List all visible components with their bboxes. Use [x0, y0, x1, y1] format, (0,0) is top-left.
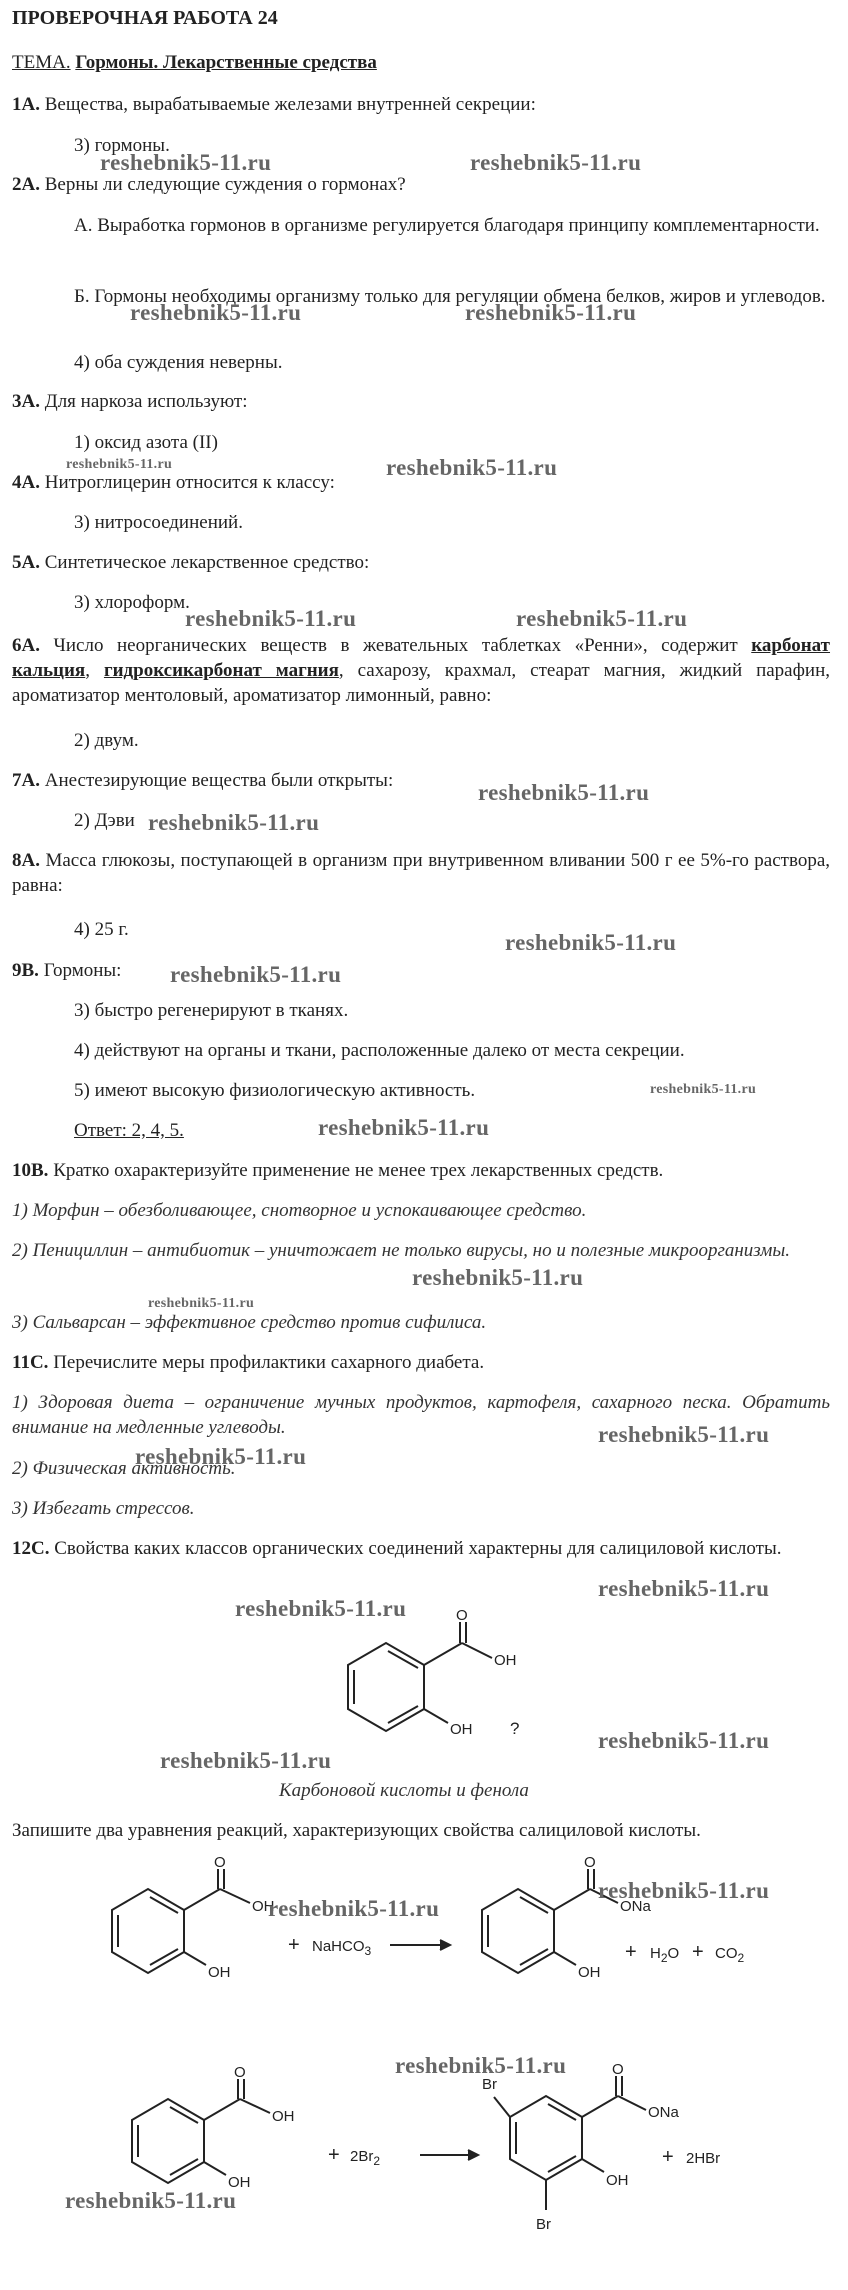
- plus-sign: +: [288, 1934, 300, 1956]
- question-12: 12С. Свойства каких классов органических соединений характерны для салициловой кислоты.: [12, 1538, 782, 1559]
- watermark: reshebnik5-11.ru: [505, 930, 677, 955]
- answer-4: 3) нитросоединений.: [74, 512, 243, 533]
- hbr-formula: 2HBr: [686, 2150, 721, 2167]
- answer-11-3: 3) Избегать стрессов.: [12, 1498, 195, 1519]
- watermark: reshebnik5-11.ru: [235, 1596, 407, 1621]
- watermark: reshebnik5-11.ru: [65, 2188, 237, 2213]
- question-9: 9В. Гормоны:: [12, 960, 122, 981]
- question-11: 11С. Перечислите меры профилактики сахарного диабета.: [12, 1352, 485, 1373]
- question-3: 3А. Для наркоза используют:: [12, 391, 248, 412]
- watermark: reshebnik5-11.ru: [170, 962, 342, 987]
- hydroxyl-label: OH: [578, 1964, 601, 1981]
- watermark: reshebnik5-11.ru: [185, 606, 357, 631]
- question-1: 1А. Вещества, вырабатываемые железами внутренней секреции:: [12, 94, 536, 115]
- hydroxyl-label: OH: [228, 2174, 251, 2191]
- question-6: 6А. Число неорганических веществ в жевательных таблетках «Ренни», содержит карбонат кальция, гидроксикарбонат магния, сахарозу, крахмал, стеарат магния, жидкий парафин, ароматизатор ментоловый, ароматизатор лимонный, равно:: [12, 635, 831, 706]
- watermark: reshebnik5-11.ru: [465, 300, 637, 325]
- hydroxyl-label: OH: [252, 1898, 275, 1915]
- question-7: 7А. Анестезирующие вещества были открыты:: [12, 770, 394, 791]
- watermark: reshebnik5-11.ru: [598, 1576, 770, 1601]
- plus-sign: +: [625, 1941, 637, 1963]
- water-formula: $H_2O$: [650, 1945, 680, 1965]
- bromine-formula: $2Br_2$: [350, 2148, 381, 2168]
- oxygen-label: O: [612, 2061, 624, 2078]
- answer-11-2: 2) Физическая активность.: [12, 1458, 236, 1479]
- option-9-5: 5) имеют высокую физиологическую активность.: [74, 1080, 476, 1101]
- nahco3-formula: NaHCO$_3$: [312, 1938, 372, 1958]
- answer-10-2: 2) Пенициллин – антибиотик – уничтожает не только вирусы, но и полезные микроорганизмы.: [12, 1240, 790, 1261]
- watermark: reshebnik5-11.ru: [412, 1265, 584, 1290]
- question-5: 5А. Синтетическое лекарственное средство:: [12, 552, 370, 573]
- watermark: reshebnik5-11.ru: [268, 1896, 440, 1921]
- equations-task: Запишите два уравнения реакций, характеризующих свойства салициловой кислоты.: [12, 1820, 701, 1841]
- watermark: reshebnik5-11.ru: [470, 150, 642, 175]
- watermark: reshebnik5-11.ru: [130, 300, 302, 325]
- oxygen-label: O: [234, 2064, 246, 2081]
- watermark: reshebnik5-11.ru: [148, 810, 320, 835]
- hydroxyl-label: OH: [208, 1964, 231, 1981]
- statement-a: А. Выработка гормонов в организме регулируется благодаря принципу комплементарности.: [74, 215, 820, 236]
- question-2: 2А. Верны ли следующие суждения о гормонах?: [12, 174, 406, 195]
- answer-2: 4) оба суждения неверны.: [74, 352, 283, 373]
- answer-10-3: 3) Сальварсан – эффективное средство против сифилиса.: [12, 1312, 487, 1333]
- watermark: reshebnik5-11.ru: [135, 1444, 307, 1469]
- watermark: reshebnik5-11.ru: [148, 1296, 255, 1311]
- question-mark: ?: [510, 1719, 520, 1738]
- statement-b: Б. Гормоны необходимы организму только для регуляции обмена белков, жиров и углеводов.: [74, 286, 826, 307]
- answer-1: 3) гормоны.: [74, 135, 170, 156]
- hydroxyl-label: OH: [494, 1652, 517, 1669]
- page-title: ПРОВЕРОЧНАЯ РАБОТА 24: [12, 7, 278, 29]
- hydroxyl-label: OH: [606, 2172, 629, 2189]
- watermark: reshebnik5-11.ru: [160, 1748, 332, 1773]
- sodium-salt-label: ONa: [648, 2104, 679, 2121]
- watermark: reshebnik5-11.ru: [66, 457, 173, 472]
- watermark: reshebnik5-11.ru: [598, 1878, 770, 1903]
- question-10: 10В. Кратко охарактеризуйте применение не менее трех лекарственных средств.: [12, 1160, 664, 1181]
- watermark: reshebnik5-11.ru: [598, 1728, 770, 1753]
- oxygen-label: O: [214, 1855, 226, 1871]
- oxygen-label: O: [584, 1855, 596, 1871]
- answer-10-1: 1) Морфин – обезболивающее, снотворное и успокаивающее средство.: [12, 1200, 587, 1221]
- plus-sign: +: [662, 2146, 674, 2168]
- reaction-bromination: [110, 2045, 770, 2280]
- watermark: reshebnik5-11.ru: [516, 606, 688, 631]
- answer-8: 4) 25 г.: [74, 919, 129, 940]
- salicylic-acid-structure: [320, 1610, 540, 1780]
- watermark: reshebnik5-11.ru: [598, 1422, 770, 1447]
- plus-sign: +: [328, 2144, 340, 2166]
- sodium-salt-label: ONa: [620, 1898, 651, 1915]
- watermark: reshebnik5-11.ru: [478, 780, 650, 805]
- question-8: 8А. Масса глюкозы, поступающей в организм при внутривенном вливании 500 г ее 5%-го раствора, равна:: [12, 850, 830, 896]
- answer-9: Ответ: 2, 4, 5.: [74, 1120, 184, 1141]
- answer-6: 2) двум.: [74, 730, 139, 751]
- bromine-label: Br: [536, 2216, 551, 2233]
- watermark: reshebnik5-11.ru: [386, 455, 558, 480]
- bromine-label: Br: [482, 2076, 497, 2093]
- option-9-4: 4) действуют на органы и ткани, расположенные далеко от места секреции.: [74, 1040, 685, 1061]
- watermark: reshebnik5-11.ru: [395, 2053, 567, 2078]
- caption: Карбоновой кислоты и фенола: [279, 1780, 529, 1801]
- question-4: 4А. Нитроглицерин относится к классу:: [12, 472, 335, 493]
- hydroxyl-label: OH: [450, 1721, 473, 1738]
- answer-7: 2) Дэви: [74, 810, 135, 831]
- hydroxyl-label: OH: [272, 2108, 295, 2125]
- watermark: reshebnik5-11.ru: [650, 1082, 757, 1097]
- watermark: reshebnik5-11.ru: [318, 1115, 490, 1140]
- answer-3: 1) оксид азота (II): [74, 432, 218, 453]
- plus-sign: +: [692, 1941, 704, 1963]
- co2-formula: $CO_2$: [715, 1945, 745, 1965]
- watermark: reshebnik5-11.ru: [100, 150, 272, 175]
- topic: ТЕМА. Гормоны. Лекарственные средства: [12, 52, 377, 73]
- option-9-3: 3) быстро регенерируют в тканях.: [74, 1000, 349, 1021]
- answer-11-1: 1) Здоровая диета – ограничение мучных продуктов, картофеля, сахарного песка. Обратить внимание на медленные углеводы.: [12, 1392, 830, 1438]
- oxygen-label: O: [456, 1610, 468, 1624]
- answer-5: 3) хлороформ.: [74, 592, 190, 613]
